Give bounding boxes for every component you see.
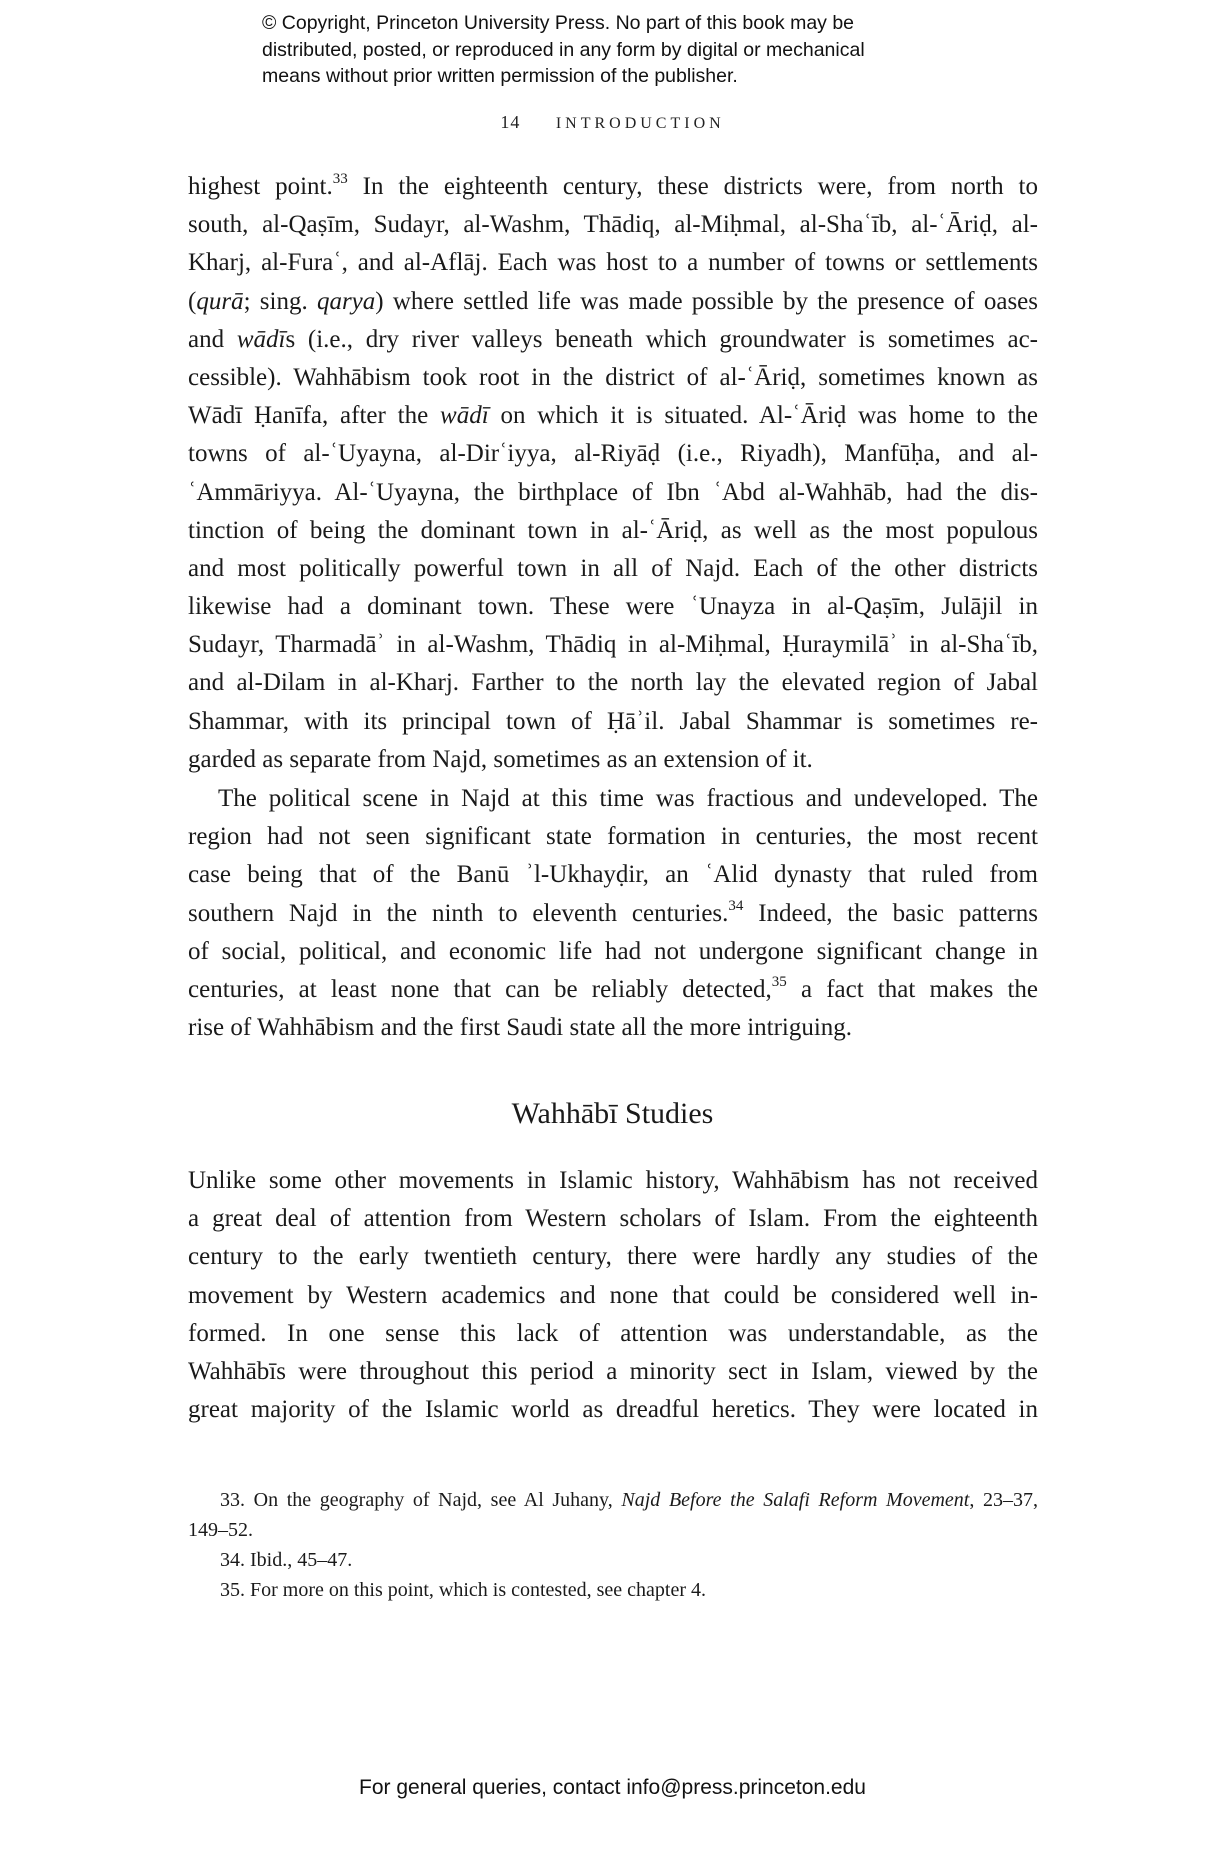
text-line: and al-Dilam in al-Kharj. Farther to the north lay the elevated region of Jabal [188, 669, 1038, 697]
text-line: century to the early twentieth century, there were hardly any studies of the [188, 1243, 1038, 1271]
text-line: great majority of the Islamic world as dreadful heretics. They were located in [188, 1396, 1038, 1424]
text-line: (qurā; sing. qarya) where settled life was made possible by the presence of oases [188, 287, 1038, 315]
text-line: a great deal of attention from Western scholars of Islam. From the eighteenth [188, 1205, 1038, 1233]
text-line: south, al-Qaṣīm, Sudayr, al-Washm, Thādiq, al-Miḥmal, al-Shaʿīb, al-ʿĀriḍ, al- [188, 211, 1038, 239]
copyright-line: means without prior written permission of the publisher. [262, 65, 738, 87]
text-line: garded as separate from Najd, sometimes as an extension of it. [188, 745, 813, 773]
text-line: The political scene in Najd at this time was fractious and undeveloped. The [218, 785, 1038, 812]
text-line: Wahhābīs were throughout this period a minority sect in Islam, viewed by the [188, 1357, 1038, 1385]
text-line: formed. In one sense this lack of attention was understandable, as the [188, 1319, 1038, 1347]
text-line: towns of al-ʿUyayna, al-Dirʿiyya, al-Riyāḍ (i.e., Riyadh), Manfūḥa, and al- [188, 440, 1038, 468]
footnote-33-continued: 149–52. [188, 1519, 253, 1541]
text-line: Sudayr, Tharmadāʾ in al-Washm, Thādiq in al-Miḥmal, Ḥuraymilāʾ in al-Shaʿīb, [188, 631, 1038, 659]
text-line: of social, political, and economic life had not undergone significant change in [188, 937, 1038, 965]
running-head [0, 112, 1225, 133]
text-line: Unlike some other movements in Islamic history, Wahhābism has not received [188, 1167, 1038, 1194]
text-line: highest point.$^{33}$ In the eighteenth century, these districts were, from north to [188, 171, 1039, 200]
text-line: Kharj, al-Furaʿ, and al-Aflāj. Each was host to a number of towns or settlements [188, 249, 1038, 277]
text-line: cessible). Wahhābism took root in the district of al-ʿĀriḍ, sometimes known as [188, 363, 1038, 391]
text-line: movement by Western academics and none that could be considered well in- [188, 1281, 1038, 1309]
running-head-title: INTRODUCTION [555, 115, 725, 132]
footnote-34: 34. Ibid., 45–47. [220, 1549, 353, 1571]
paragraph [188, 168, 1038, 779]
text-line: and most politically powerful town in all of Najd. Each of the other districts [188, 554, 1038, 582]
footnote-33: 33. On the geography of Najd, see Al Juhany, Najd Before the Salafi Reform Movement, 23–37, [220, 1489, 1039, 1511]
paragraph [188, 1162, 1038, 1429]
text-line: Shammar, with its principal town of Ḥāʾil. Jabal Shammar is sometimes re- [188, 707, 1038, 735]
footnote-35: 35. For more on this point, which is contested, see chapter 4. [220, 1579, 707, 1601]
text-line: ʿAmmāriyya. Al-ʿUyayna, the birthplace of Ibn ʿAbd al-Wahhāb, had the dis- [188, 478, 1038, 506]
footnote-ref-35[interactable]: 35 [771, 973, 787, 990]
text-line: tinction of being the dominant town in al-ʿĀriḍ, as well as the most populous [188, 516, 1038, 544]
text-line: likewise had a dominant town. These were ʿUnayza in al-Qaṣīm, Julājil in [188, 593, 1038, 621]
section-heading: Wahhābī Studies [511, 1097, 714, 1130]
footnotes [188, 1485, 1038, 1605]
footnote-ref-33[interactable]: 33 [332, 171, 348, 187]
text-line: Wādī Ḥanīfa, after the wādī on which it is situated. Al-ʿĀriḍ was home to the [188, 402, 1038, 430]
text-line: case being that of the Banū ʾl-Ukhayḍir, an ʿAlid dynasty that ruled from [188, 861, 1038, 889]
copyright-notice [262, 10, 982, 90]
copyright-line: distributed, posted, or reproduced in any form by digital or mechanical [262, 38, 865, 61]
text-line: region had not seen significant state formation in centuries, the most recent [188, 823, 1038, 851]
text-line: centuries, at least none that can be reliably detected,$^{35}$ a fact that makes the [188, 973, 1038, 1003]
text-line: and wādīs (i.e., dry river valleys beneath which groundwater is sometimes ac- [188, 325, 1038, 353]
footer-contact: For general queries, contact info@press.princeton.edu [359, 1776, 866, 1799]
text-line: southern Najd in the ninth to eleventh centuries.$^{34}$ Indeed, the basic patterns [188, 897, 1038, 927]
text-line: rise of Wahhābism and the first Saudi state all the more intriguing. [188, 1014, 853, 1042]
paragraph [188, 780, 1038, 1047]
page-number: 14 [500, 112, 521, 132]
footnote-ref-34[interactable]: 34 [728, 897, 744, 914]
copyright-line: © Copyright, Princeton University Press. No part of this book may be [262, 12, 855, 34]
